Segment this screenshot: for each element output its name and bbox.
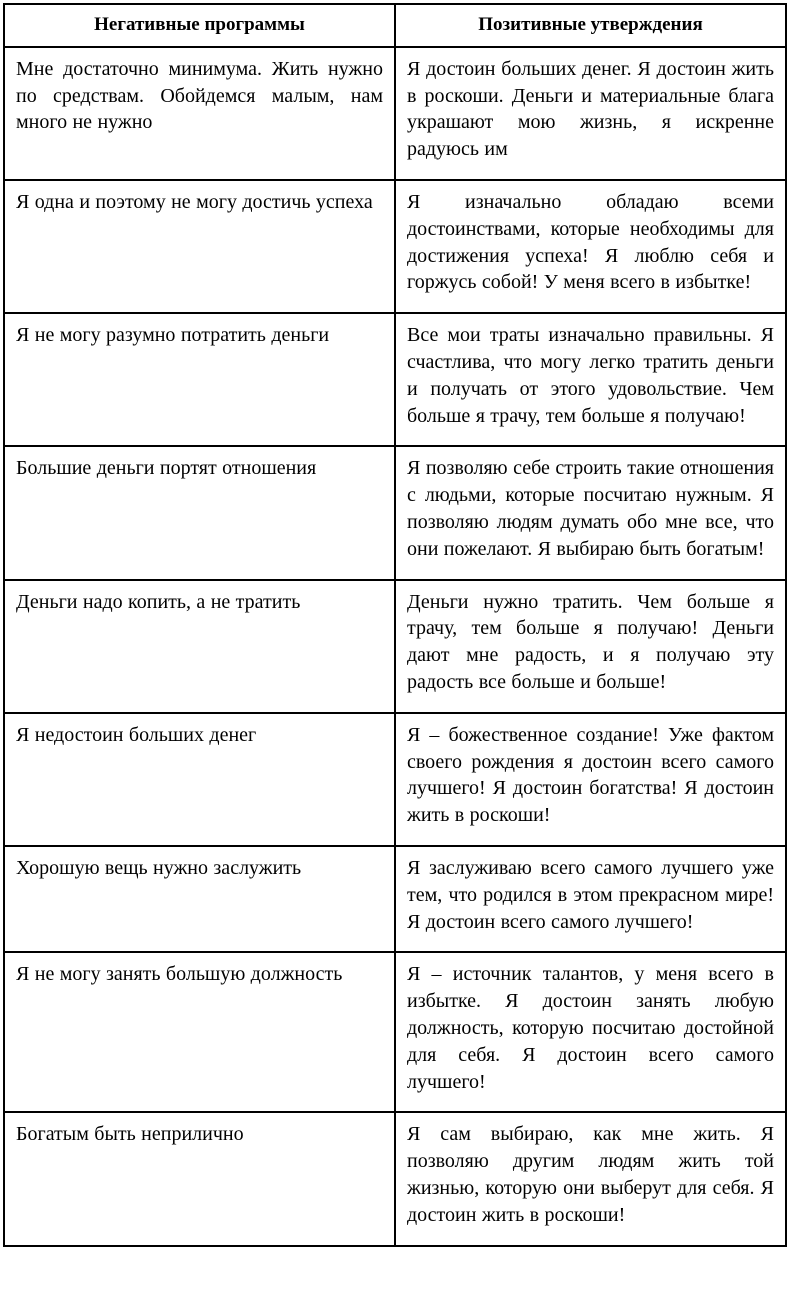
positive-affirmation-cell: Я заслуживаю всего самого лучшего уже тем, что родился в этом прекрасном мире! Я достоин всего самого лучшего! — [395, 846, 786, 952]
table-row — [4, 1112, 786, 1245]
positive-affirmations-header: Позитивные утверждения — [395, 4, 786, 47]
table-header-row — [4, 4, 786, 47]
negative-program-cell: Большие деньги портят отношения — [4, 446, 395, 579]
table-row — [4, 580, 786, 713]
affirmations-table — [3, 3, 787, 1247]
negative-program-cell: Мне достаточно минимума. Жить нужно по средствам. Обойдемся малым, нам много не нужно — [4, 47, 395, 180]
table-row — [4, 180, 786, 313]
positive-affirmation-cell: Я – божественное создание! Уже фактом своего рождения я достоин всего самого лучшего! Я достоин богатства! Я достоин жить в роскоши! — [395, 713, 786, 846]
table-row — [4, 313, 786, 446]
positive-affirmation-cell: Я – источник талантов, у меня всего в избытке. Я достоин занять любую должность, которую посчитаю достойной для себя. Я достоин всего самого лучшего! — [395, 952, 786, 1112]
table-row — [4, 846, 786, 952]
negative-program-cell: Я не могу разумно потратить деньги — [4, 313, 395, 446]
table-row — [4, 952, 786, 1112]
negative-program-cell: Я не могу занять большую должность — [4, 952, 395, 1112]
negative-program-cell: Я недостоин больших денег — [4, 713, 395, 846]
positive-affirmation-cell: Деньги нужно тратить. Чем больше я трачу, тем больше я получаю! Деньги дают мне радость, и я получаю эту радость все больше и больше! — [395, 580, 786, 713]
positive-affirmation-cell: Я позволяю себе строить такие отношения с людьми, которые посчитаю нужным. Я позволяю людям думать обо мне все, что они пожелают. Я выбираю быть богатым! — [395, 446, 786, 579]
table-row — [4, 47, 786, 180]
negative-program-cell: Хорошую вещь нужно заслужить — [4, 846, 395, 952]
table-row — [4, 446, 786, 579]
negative-programs-header: Негативные программы — [4, 4, 395, 47]
negative-program-cell: Я одна и поэтому не могу достичь успеха — [4, 180, 395, 313]
positive-affirmation-cell: Я сам выбираю, как мне жить. Я позволяю другим людям жить той жизнью, которую они выберут для себя. Я достоин жить в роскоши! — [395, 1112, 786, 1245]
negative-program-cell: Деньги надо копить, а не тратить — [4, 580, 395, 713]
table-row — [4, 713, 786, 846]
positive-affirmation-cell: Я изначально обладаю всеми достоинствами, которые необходимы для достижения успеха! Я люблю себя и горжусь собой! У меня всего в избытке! — [395, 180, 786, 313]
positive-affirmation-cell: Я достоин больших денег. Я достоин жить в роскоши. Деньги и материальные блага украшают мою жизнь, я искренне радуюсь им — [395, 47, 786, 180]
negative-program-cell: Богатым быть неприлично — [4, 1112, 395, 1245]
positive-affirmation-cell: Все мои траты изначально правильны. Я счастлива, что могу легко тратить деньги и получать от этого удовольствие. Чем больше я трачу, тем больше я получаю! — [395, 313, 786, 446]
